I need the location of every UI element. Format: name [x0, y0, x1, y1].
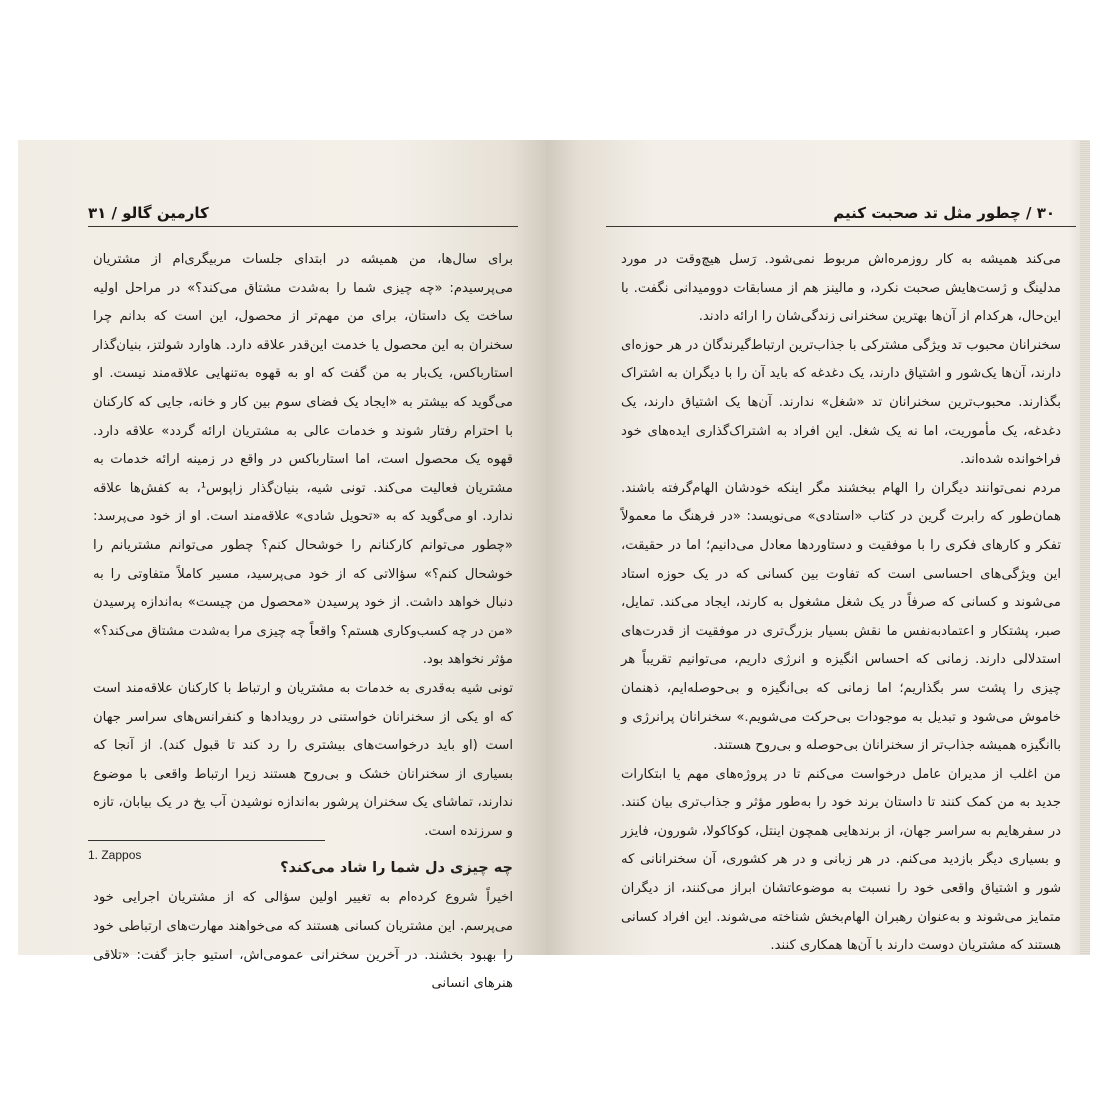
page-edges [1080, 140, 1090, 955]
header-rule [88, 226, 518, 227]
footnote-rule [88, 840, 325, 841]
body-paragraph: تونی شیه به‌قدری به خدمات به مشتریان و ارتباط با کارکنان علاقه‌مند است که او یکی از سخنرانان خواستنی در رویدادها و کنفرانس‌های سراسر جهان است (او باید درخواست‌های بیشتری را رد کند تا قبول کند). از آنجا که بسیاری از سخنرانان خشک و بی‌روح هستند زیرا ارتباط واقعی با موضوع ندارند، تماشای یک سخنران پرشور به‌اندازه نوشیدن آب یخ در یک بیابان، تازه و سرزنده است. [93, 680, 513, 839]
left-page-header: کارمین گالو / ۳۱ [88, 204, 209, 222]
body-paragraph: من اغلب از مدیران عامل درخواست می‌کنم تا در پروژه‌های مهم یا ابتکارات جدید به من کمک کنند تا داستان برند خود را به‌طور مؤثر و جذاب‌تری بیان کنند. در سفرهایم به سراسر جهان، از برندهایی همچون اینتل، کوکاکولا، شورون، فایزر و بسیاری دیگر بازدید می‌کنم. در هر زبانی و در هر کشوری، آن سخنرانانی که شور و اشتیاق واقعی خود را نسبت به موضوعاتشان ابراز می‌کنند، از دیگران متمایز می‌شوند و به‌عنوان رهبران الهام‌بخش شناخته می‌شوند. این افراد کسانی هستند که مشتریان دوست دارند با آن‌ها همکاری کنند. [621, 766, 1061, 954]
body-paragraph: سخنرانان محبوب تد ویژگی مشترکی با جذاب‌ترین ارتباط‌گیرندگان در هر حوزه‌ای دارند، آن‌ها یک‌شور و اشتیاق دارند، یک دغدغه که باید آن را با دیگران به اشتراک بگذارند. محبوب‌ترین سخنرانان تد «شغل» ندارند. آن‌ها یک اشتیاق دارند، یک دغدغه، یک مأموریت، اما نه یک شغل. این افراد به اشتراک‌گذاری ایده‌های خود فراخوانده شده‌اند. [621, 337, 1061, 468]
left-page [18, 140, 546, 992]
right-page-header: ۳۰ / چطور مثل تد صحبت کنیم [833, 204, 1055, 222]
left-page-body [93, 246, 513, 999]
body-paragraph: می‌کند همیشه به کار روزمره‌اش مربوط نمی‌شود. رَسل هیچ‌وقت در مورد مدلینگ و ژست‌هایش صحبت نکرد، و مالینز هم از مسابقات دوومیدانی نگفت. با این‌حال، هرکدام از آن‌ها بهترین سخنرانی زندگی‌شان را ارائه دادند. [621, 252, 1061, 325]
section-subheading: چه چیزی دل شما را شاد می‌کند؟ [280, 860, 513, 877]
body-paragraph: اخیراً شروع کرده‌ام به تغییر اولین سؤالی که از مشتریان اجرایی خود می‌پرسم. این مشتریان کسانی هستند که می‌خواهند مهارت‌های ارتباطی خود را بهبود بخشند. در آخرین سخنرانی عمومی‌اش، استیو جابز گفت: «تلاقی هنرهای انسانی [93, 890, 513, 992]
right-page [546, 140, 1090, 955]
footnote: 1. Zappos [88, 848, 142, 862]
right-page-body [621, 246, 1061, 961]
open-book [18, 140, 1090, 992]
body-paragraph: مردم نمی‌توانند دیگران را الهام ببخشند مگر اینکه خودشان الهام‌گرفته باشند. همان‌طور که رابرت گرین در کتاب «استادی» می‌نویسد: «در فرهنگ ما معمولاً تفکر و کارهای فکری را با موفقیت و دستاوردها معادل می‌دانیم؛ اما در حقیقت، این ویژگی‌های احساسی است که تفاوت بین کسانی که در یک حوزه استاد می‌شوند و کسانی که صرفاً در یک شغل مشغول به کارند، ایجاد می‌کند. تمایل، صبر، پشتکار و اعتماد‌به‌نفس ما نقش بسیار بزرگ‌تری در موفقیت از قدرت‌های استدلالی دارند. زمانی که احساس انگیزه و انرژی داریم، می‌توانیم تقریباً هر چیزی را پشت سر بگذاریم؛ اما زمانی که بی‌انگیزه و بی‌حوصله‌ایم، ذهنمان خاموش می‌شود و تبدیل به موجودات بی‌حرکت می‌شویم.» سخنرانان پرانرژی و باانگیزه همیشه جذاب‌تر از سخنرانان بی‌حوصله و بی‌روح هستند. [621, 480, 1061, 754]
header-rule [606, 226, 1076, 227]
body-paragraph: برای سال‌ها، من همیشه در ابتدای جلسات مربیگری‌ام از مشتریان می‌پرسیدم: «چه چیزی شما را به‌شدت مشتاق می‌کند؟» در مراحل اولیه ساخت یک داستان، برای من مهم‌تر از محصول، این است که بدانم چرا سخنران به این محصول یا خدمت این‌قدر علاقه دارد. هاوارد شولتز، بنیان‌گذار استارباکس، یک‌بار به من گفت که او به قهوه به‌تنهایی علاقه‌مند نیست. او می‌گوید که بیشتر به «ایجاد یک فضای سوم بین کار و خانه، جایی که کارکنان با احترام رفتار شوند و خدمات عالی به مشتریان ارائه گردد» علاقه دارد. قهوه یک محصول است، اما استارباکس در واقع در زمینه ارائه خدمات به مشتریان فعالیت می‌کند. تونی شیه، بنیان‌گذار زاپوس¹، به کفش‌ها علاقه ندارد. او می‌گوید که به «تحویل شادی» علاقه‌مند است. او از خود می‌پرسد: «چطور می‌توانم کارکنانم را خوشحال کنم؟ چطور می‌توانم مشتریانم را خوشحال کنم؟» سؤالاتی که از خود می‌پرسید، مسیر کاملاً متفاوتی را به دنبال خواهد داشت. از خود پرسیدن «محصول من چیست» به‌اندازه پرسیدن «من در چه کسب‌وکاری هستم؟ واقعاً چه چیزی مرا به‌شدت مشتاق می‌کند؟» مؤثر نخواهد بود. [93, 252, 513, 668]
